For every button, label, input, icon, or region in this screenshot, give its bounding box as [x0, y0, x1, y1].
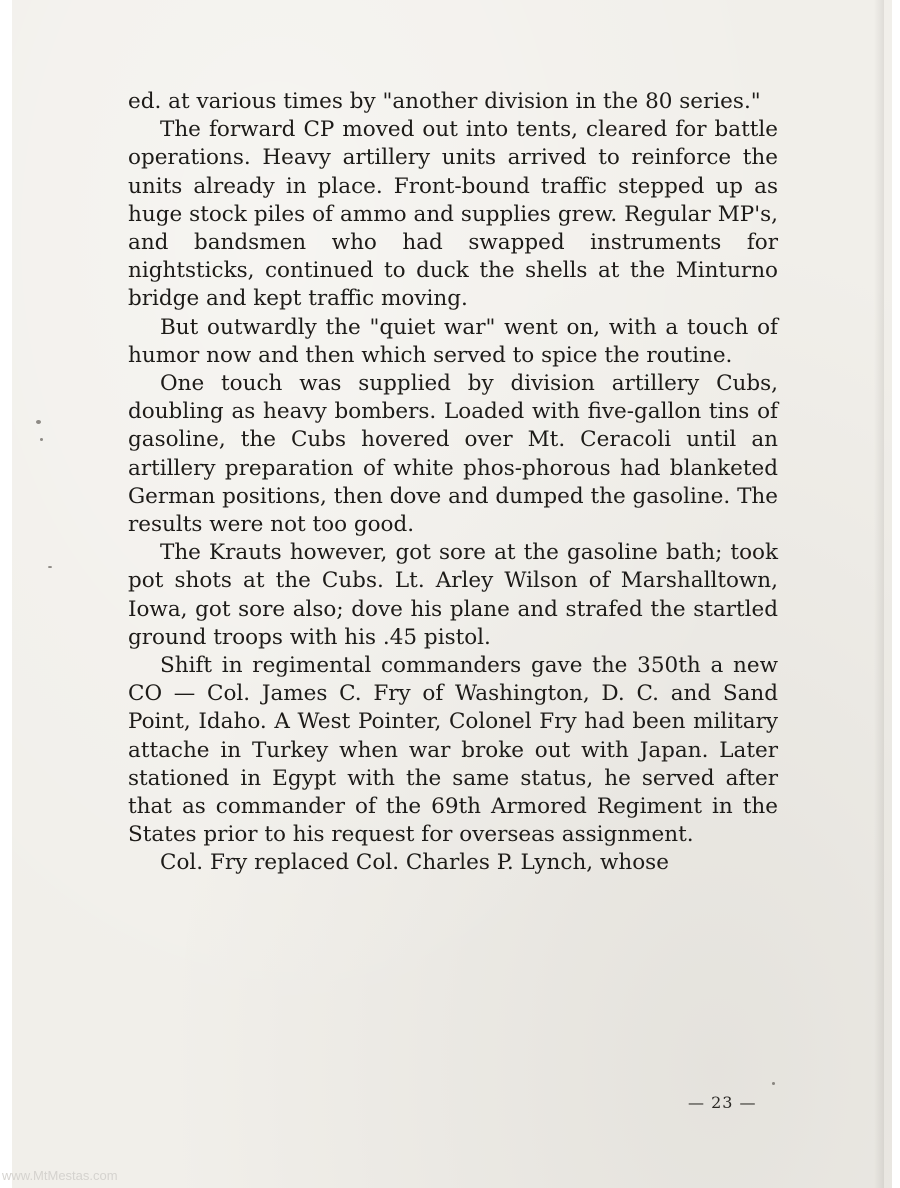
paragraph: One touch was supplied by division artillery Cubs, doubling as heavy bombers. Loaded with five-gallon tins of gasoline, the Cubs hovered over Mt. Ceracoli until an artillery preparation of white phos-phorous had blanketed German positions, then dove and dumped the gasoline. The results were not too good.	[128, 371, 778, 538]
paragraph: The Krauts however, got sore at the gasoline bath; took pot shots at the Cubs. Lt. Arley Wilson of Marshalltown, Iowa, got sore also; dove his plane and strafed the startled ground troops with his .45 pistol.	[128, 540, 778, 650]
ink-speck	[772, 1082, 775, 1085]
paragraph: The forward CP moved out into tents, cleared for battle operations. Heavy artillery units arrived to reinforce the units already in place. Front-bound traffic stepped up as huge stock piles of ammo and supplies grew. Regular MP's, and bandsmen who had swapped instruments for nightsticks, continued to duck the shells at the Minturno bridge and kept traffic moving.	[128, 117, 778, 312]
page-number: — 23 —	[688, 1093, 757, 1112]
paragraph-continuation: ed. at various times by "another division in the 80 series."	[128, 89, 761, 114]
body-text	[128, 88, 778, 878]
paragraph: Shift in regimental commanders gave the 350th a new CO — Col. James C. Fry of Washington, D. C. and Sand Point, Idaho. A West Pointer, Colonel Fry had been military attache in Turkey when war broke out with Japan. Later stationed in Egypt with the same status, he served after that as commander of the 69th Armored Regiment in the States prior to his request for overseas assignment.	[128, 653, 778, 848]
paragraph: But outwardly the "quiet war" went on, with a touch of humor now and then which served to spice the routine.	[128, 314, 778, 368]
ink-speck	[36, 420, 41, 424]
page-edge-shadow	[874, 0, 884, 1188]
ink-speck	[40, 438, 43, 441]
ink-speck	[48, 566, 52, 568]
scanned-page	[12, 0, 892, 1188]
watermark: www.MtMestas.com	[2, 1168, 118, 1183]
paragraph: Col. Fry replaced Col. Charles P. Lynch, whose	[160, 850, 669, 876]
